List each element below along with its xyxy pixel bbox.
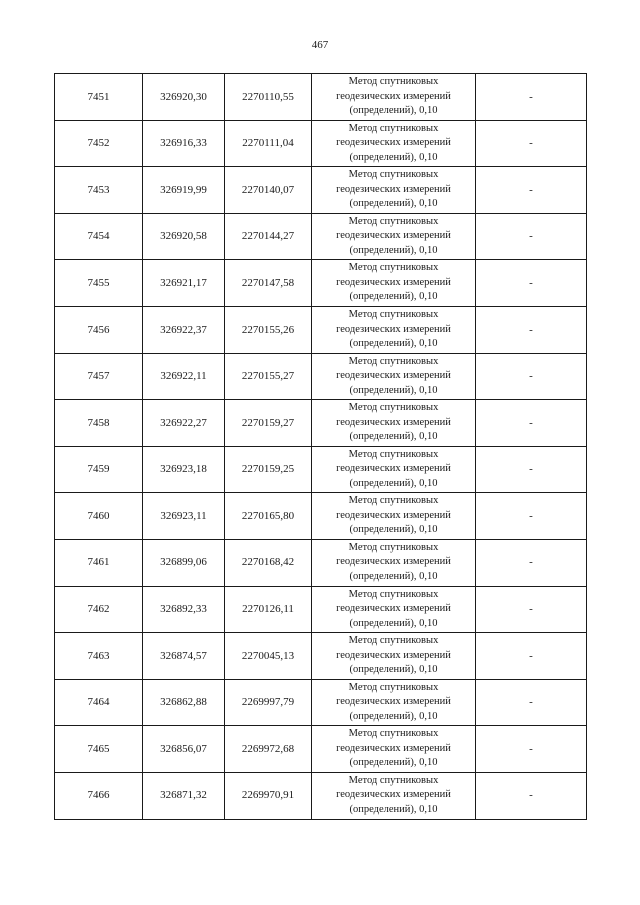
method-cell [312, 353, 476, 400]
method-line: (определений), 0,10 [349, 198, 438, 210]
method-line: (определений), 0,10 [349, 477, 438, 489]
point-number-cell: 7458 [55, 400, 143, 447]
method-line: Метод спутниковых [348, 122, 439, 134]
point-number-cell: 7457 [55, 353, 143, 400]
point-number-cell: 7461 [55, 539, 143, 586]
point-number-cell: 7452 [55, 120, 143, 167]
method-line: Метод спутниковых [348, 588, 439, 600]
method-line: геодезических измерений [336, 137, 451, 149]
method-cell [312, 120, 476, 167]
note-cell: - [476, 213, 587, 260]
note-cell: - [476, 586, 587, 633]
note-cell: - [476, 120, 587, 167]
method-line: геодезических измерений [336, 509, 451, 521]
y-coordinate-cell: 2270155,26 [225, 306, 312, 353]
note-cell: - [476, 400, 587, 447]
note-cell: - [476, 493, 587, 540]
method-line: геодезических измерений [336, 370, 451, 382]
method-line: геодезических измерений [336, 649, 451, 661]
method-line: Метод спутниковых [348, 681, 439, 693]
method-line: Метод спутниковых [348, 309, 439, 321]
method-line: Метод спутниковых [348, 448, 439, 460]
method-line: геодезических измерений [336, 323, 451, 335]
method-line: геодезических измерений [336, 276, 451, 288]
table-row [55, 446, 587, 493]
method-line: (определений), 0,10 [349, 710, 438, 722]
method-cell [312, 446, 476, 493]
method-line: Метод спутниковых [348, 774, 439, 786]
x-coordinate-cell: 326899,06 [143, 539, 225, 586]
method-cell [312, 726, 476, 773]
y-coordinate-cell: 2270147,58 [225, 260, 312, 307]
table-row [55, 74, 587, 121]
table-row [55, 120, 587, 167]
method-line: (определений), 0,10 [349, 803, 438, 815]
method-line: (определений), 0,10 [349, 151, 438, 163]
note-cell: - [476, 772, 587, 819]
note-cell: - [476, 74, 587, 121]
note-cell: - [476, 726, 587, 773]
method-line: (определений), 0,10 [349, 431, 438, 443]
method-line: (определений), 0,10 [349, 664, 438, 676]
x-coordinate-cell: 326874,57 [143, 633, 225, 680]
method-line: (определений), 0,10 [349, 384, 438, 396]
table-row [55, 679, 587, 726]
method-line: (определений), 0,10 [349, 244, 438, 256]
y-coordinate-cell: 2270140,07 [225, 167, 312, 214]
method-line: (определений), 0,10 [349, 338, 438, 350]
y-coordinate-cell: 2270045,13 [225, 633, 312, 680]
x-coordinate-cell: 326871,32 [143, 772, 225, 819]
note-cell: - [476, 539, 587, 586]
point-number-cell: 7453 [55, 167, 143, 214]
x-coordinate-cell: 326921,17 [143, 260, 225, 307]
method-line: Метод спутниковых [348, 355, 439, 367]
method-line: (определений), 0,10 [349, 617, 438, 629]
point-number-cell: 7462 [55, 586, 143, 633]
note-cell: - [476, 167, 587, 214]
x-coordinate-cell: 326856,07 [143, 726, 225, 773]
method-line: геодезических измерений [336, 603, 451, 615]
method-cell [312, 306, 476, 353]
method-line: (определений), 0,10 [349, 524, 438, 536]
y-coordinate-cell: 2270144,27 [225, 213, 312, 260]
table-body [55, 74, 587, 820]
method-line: Метод спутниковых [348, 169, 439, 181]
method-line: (определений), 0,10 [349, 757, 438, 769]
point-number-cell: 7455 [55, 260, 143, 307]
y-coordinate-cell: 2270165,80 [225, 493, 312, 540]
method-line: (определений), 0,10 [349, 291, 438, 303]
method-line: Метод спутниковых [348, 541, 439, 553]
point-number-cell: 7464 [55, 679, 143, 726]
method-line: геодезических измерений [336, 696, 451, 708]
method-cell [312, 493, 476, 540]
method-line: (определений), 0,10 [349, 105, 438, 117]
method-cell [312, 633, 476, 680]
point-number-cell: 7460 [55, 493, 143, 540]
method-line: геодезических измерений [336, 463, 451, 475]
x-coordinate-cell: 326920,30 [143, 74, 225, 121]
x-coordinate-cell: 326920,58 [143, 213, 225, 260]
method-line: Метод спутниковых [348, 402, 439, 414]
note-cell: - [476, 679, 587, 726]
x-coordinate-cell: 326923,11 [143, 493, 225, 540]
y-coordinate-cell: 2269972,68 [225, 726, 312, 773]
table-row [55, 539, 587, 586]
table-row [55, 353, 587, 400]
table-row [55, 772, 587, 819]
point-number-cell: 7454 [55, 213, 143, 260]
note-cell: - [476, 306, 587, 353]
method-line: геодезических измерений [336, 90, 451, 102]
method-cell [312, 167, 476, 214]
x-coordinate-cell: 326919,99 [143, 167, 225, 214]
point-number-cell: 7456 [55, 306, 143, 353]
y-coordinate-cell: 2270159,27 [225, 400, 312, 447]
note-cell: - [476, 353, 587, 400]
method-line: (определений), 0,10 [349, 570, 438, 582]
y-coordinate-cell: 2270110,55 [225, 74, 312, 121]
y-coordinate-cell: 2270155,27 [225, 353, 312, 400]
x-coordinate-cell: 326922,27 [143, 400, 225, 447]
method-cell [312, 772, 476, 819]
table-row [55, 586, 587, 633]
method-cell [312, 679, 476, 726]
method-line: Метод спутниковых [348, 215, 439, 227]
y-coordinate-cell: 2270159,25 [225, 446, 312, 493]
note-cell: - [476, 260, 587, 307]
point-number-cell: 7466 [55, 772, 143, 819]
coordinates-table [54, 73, 587, 820]
point-number-cell: 7463 [55, 633, 143, 680]
method-cell [312, 260, 476, 307]
table-row [55, 633, 587, 680]
method-line: геодезических измерений [336, 742, 451, 754]
method-line: Метод спутниковых [348, 262, 439, 274]
x-coordinate-cell: 326862,88 [143, 679, 225, 726]
method-cell [312, 586, 476, 633]
x-coordinate-cell: 326916,33 [143, 120, 225, 167]
method-line: геодезических измерений [336, 416, 451, 428]
method-line: Метод спутниковых [348, 728, 439, 740]
method-line: геодезических измерений [336, 789, 451, 801]
method-cell [312, 74, 476, 121]
method-cell [312, 539, 476, 586]
y-coordinate-cell: 2269970,91 [225, 772, 312, 819]
point-number-cell: 7465 [55, 726, 143, 773]
table-row [55, 400, 587, 447]
method-line: Метод спутниковых [348, 635, 439, 647]
table-row [55, 213, 587, 260]
method-cell [312, 213, 476, 260]
y-coordinate-cell: 2270126,11 [225, 586, 312, 633]
point-number-cell: 7459 [55, 446, 143, 493]
x-coordinate-cell: 326892,33 [143, 586, 225, 633]
table-row [55, 493, 587, 540]
table-row [55, 726, 587, 773]
method-cell [312, 400, 476, 447]
page-number: 467 [311, 39, 329, 51]
method-line: геодезических измерений [336, 556, 451, 568]
y-coordinate-cell: 2270168,42 [225, 539, 312, 586]
y-coordinate-cell: 2270111,04 [225, 120, 312, 167]
method-line: Метод спутниковых [348, 495, 439, 507]
y-coordinate-cell: 2269997,79 [225, 679, 312, 726]
method-line: Метод спутниковых [348, 76, 439, 88]
method-line: геодезических измерений [336, 183, 451, 195]
note-cell: - [476, 633, 587, 680]
table-row [55, 260, 587, 307]
x-coordinate-cell: 326922,11 [143, 353, 225, 400]
table-row [55, 306, 587, 353]
method-line: геодезических измерений [336, 230, 451, 242]
point-number-cell: 7451 [55, 74, 143, 121]
note-cell: - [476, 446, 587, 493]
x-coordinate-cell: 326922,37 [143, 306, 225, 353]
x-coordinate-cell: 326923,18 [143, 446, 225, 493]
table-row [55, 167, 587, 214]
